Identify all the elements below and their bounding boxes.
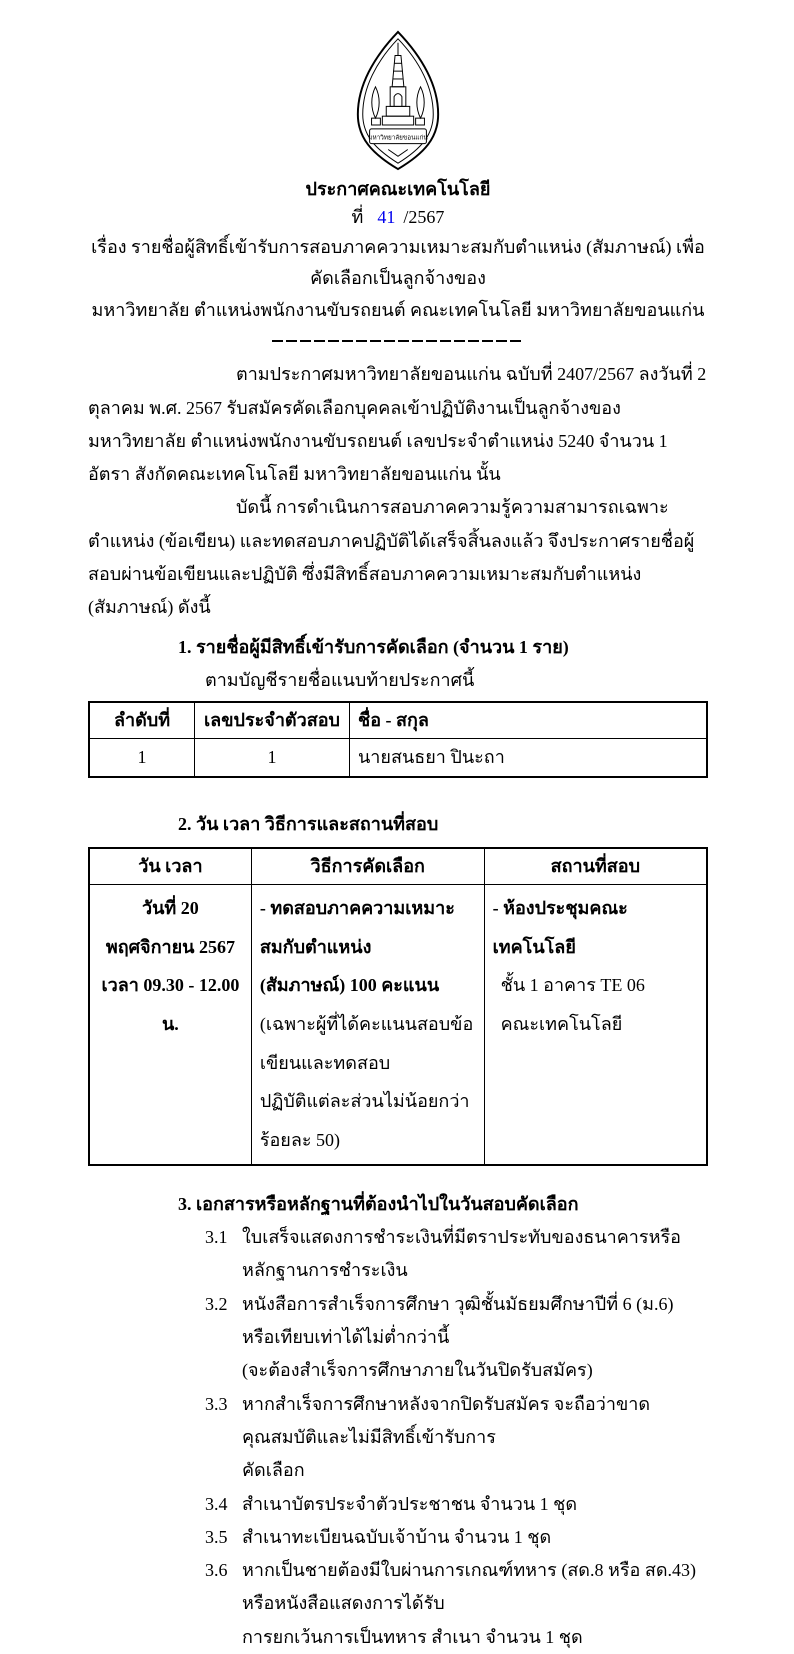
schedule-table-header-row [89, 848, 707, 884]
separator-dashes [272, 340, 524, 342]
col-header-exam-id: เลขประจำตัวสอบ [195, 702, 350, 738]
item-number: 3.4 [205, 1493, 228, 1514]
item-text-continued: (จะต้องสำเร็จการศึกษาภายในวันปิดรับสมัคร) [242, 1360, 593, 1381]
item-number: 3.3 [205, 1393, 228, 1414]
item-text-continued: การยกเว้นการเป็นทหาร สำเนา จำนวน 1 ชุด [242, 1626, 583, 1647]
item-number: 3.1 [205, 1227, 228, 1248]
col-header-method: วิธีการคัดเลือก [251, 848, 484, 884]
item-text: สำเนาบัตรประจำตัวประชาชน จำนวน 1 ชุด [242, 1493, 578, 1514]
item-text: หากสำเร็จการศึกษาหลังจากปิดรับสมัคร จะถือว่าขาดคุณสมบัติและไม่มีสิทธิ์เข้ารับการ [242, 1393, 651, 1447]
place-line-2: ชั้น 1 อาคาร TE 06 [500, 975, 645, 996]
method-line-2: (สัมภาษณ์) 100 คะแนน [259, 975, 440, 996]
place-line-1: - ห้องประชุมคณะเทคโนโลยี [492, 898, 628, 957]
col-header-name: ชื่อ - สกุล [350, 702, 708, 738]
number-year: /2567 [403, 207, 445, 227]
method-note-2: ปฏิบัติแต่ละส่วนไม่น้อยกว่าร้อยละ 50) [259, 1091, 470, 1151]
subject-line-2: มหาวิทยาลัย ตำแหน่งพนักงานขับรถยนต์ คณะเทคโนโลยี มหาวิทยาลัยขอนแก่น [91, 299, 705, 320]
section1-subheading: ตามบัญชีรายชื่อแนบท้ายประกาศนี้ [205, 669, 475, 690]
section1-heading: 1. รายชื่อผู้มีสิทธิ์เข้ารับการคัดเลือก (จำนวน 1 ราย) [178, 636, 569, 657]
table-row [89, 738, 707, 777]
item-number: 3.2 [205, 1293, 228, 1314]
announcement-number: 41 [377, 207, 396, 227]
col-header-datetime: วัน เวลา [89, 848, 251, 884]
item-number: 3.5 [205, 1526, 228, 1547]
candidates-table [88, 701, 708, 778]
item-text: ใบเสร็จแสดงการชำระเงินที่มีตราประทับของธนาคารหรือหลักฐานการชำระเงิน [242, 1227, 681, 1281]
list-item [205, 1221, 708, 1288]
item-text: สำเนาทะเบียนฉบับเจ้าบ้าน จำนวน 1 ชุด [242, 1526, 552, 1547]
list-item [205, 1521, 708, 1554]
method-line-1: - ทดสอบภาคความเหมาะสมกับตำแหน่ง [259, 898, 455, 957]
logo-banner-text: มหาวิทยาลัยขอนแก่น [368, 134, 428, 142]
cell-order: 1 [89, 738, 195, 777]
exam-time: เวลา 09.30 - 12.00 น. [101, 975, 240, 1035]
place-line-3: คณะเทคโนโลยี [500, 1014, 623, 1035]
list-item [205, 1388, 708, 1488]
exam-date: วันที่ 20 พฤศจิกายน 2567 [105, 898, 235, 957]
list-item [205, 1288, 708, 1388]
col-header-order: ลำดับที่ [89, 702, 195, 738]
list-item [205, 1488, 708, 1521]
subject-line-1: เรื่อง รายชื่อผู้สิทธิ์เข้ารับการสอบภาคความเหมาะสมกับตำแหน่ง (สัมภาษณ์) เพื่อคัดเลือกเป็นลูกจ้างของ [91, 236, 705, 289]
method-note-1: (เฉพาะผู้ที่ได้คะแนนสอบข้อเขียนและทดสอบ [259, 1014, 474, 1073]
item-text: หากเป็นชายต้องมีใบผ่านการเกณฑ์ทหาร (สด.8 หรือ สด.43) หรือหนังสือแสดงการได้รับ [242, 1560, 697, 1614]
col-header-place: สถานที่สอบ [484, 848, 707, 884]
item-text-continued: คัดเลือก [242, 1460, 305, 1481]
section3-heading: 3. เอกสารหรือหลักฐานที่ต้องนำไปในวันสอบคัดเลือก [178, 1193, 579, 1214]
item-number: 3.6 [205, 1560, 228, 1581]
section2-heading: 2. วัน เวลา วิธีการและสถานที่สอบ [178, 814, 439, 835]
cell-exam-id: 1 [195, 738, 350, 777]
cell-name: นายสนธยา ปินะถา [350, 738, 708, 777]
university-logo [88, 30, 708, 172]
kku-seal-icon [349, 30, 447, 172]
paragraph-announcement: บัดนี้ การดำเนินการสอบภาคความรู้ความสามารถเฉพาะตำแหน่ง (ข้อเขียน) และทดสอบภาคปฏิบัติได้เสร็จสิ้นลงแล้ว จึงประกาศรายชื่อผู้สอบผ่านข้อเขียนและปฏิบัติ ซึ่งมีสิทธิ์สอบภาคความเหมาะสมกับตำแหน่ง (สัมภาษณ์) ดังนี้ [88, 497, 695, 618]
number-prefix: ที่ [351, 207, 364, 227]
paragraph-reference: ตามประกาศมหาวิทยาลัยขอนแก่น ฉบับที่ 2407/2567 ลงวันที่ 2 ตุลาคม พ.ศ. 2567 รับสมัครคัดเลือกบุคคลเข้าปฏิบัติงานเป็นลูกจ้างของมหาวิทยาลัย ตำแหน่งพนักงานขับรถยนต์ เลขประจำตำแหน่ง 5240 จำนวน 1 อัตรา สังกัดคณะเทคโนโลยี มหาวิทยาลัยขอนแก่น นั้น [88, 364, 707, 485]
list-item [205, 1554, 708, 1654]
announcement-number-line [88, 203, 708, 232]
item-text: หนังสือการสำเร็จการศึกษา วุฒิชั้นมัธยมศึกษาปีที่ 6 (ม.6) หรือเทียบเท่าได้ไม่ต่ำกว่านี้ [242, 1293, 674, 1348]
exam-schedule-table [88, 847, 708, 1165]
announcement-title: ประกาศคณะเทคโนโลยี [305, 179, 491, 199]
candidates-table-header-row [89, 702, 707, 738]
